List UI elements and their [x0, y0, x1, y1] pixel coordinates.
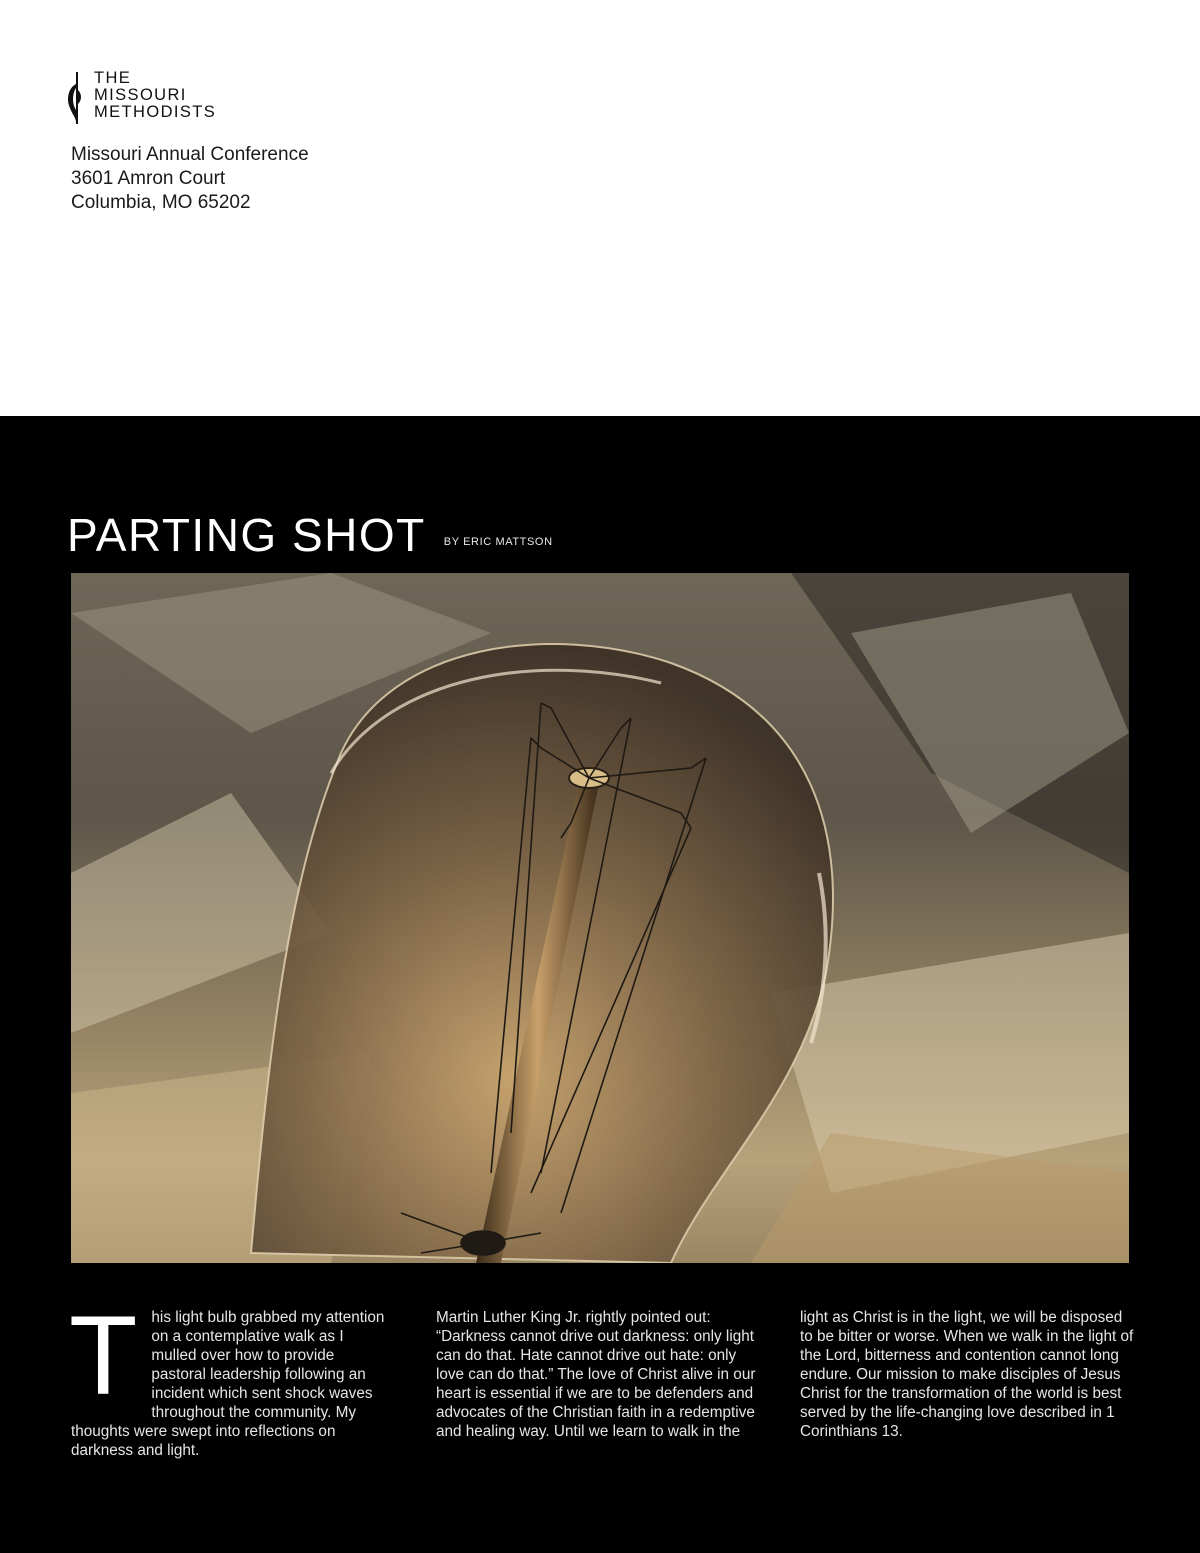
drop-cap: T	[69, 1293, 138, 1418]
mailing-panel	[0, 0, 1200, 416]
column-3-text: light as Christ is in the light, we will be disposed to be bitter or worse. When we walk in the light of the Lord, bitterness and contention cannot long endure. Our mission to make disciples of Jesus Christ for the transformation of the world is best served by the life-changing love described in 1 Corinthians 13.	[800, 1309, 1134, 1440]
light-bulb-illustration	[71, 573, 1129, 1263]
logo	[66, 70, 216, 126]
article-title: PARTING SHOT	[67, 509, 426, 561]
cross-and-flame-icon	[66, 70, 88, 126]
column-2-text: Martin Luther King Jr. rightly pointed out: “Darkness cannot drive out darkness: only light can do that. Hate cannot drive out hate: only love can do that.” The love of Christ alive in our heart is essential if we are to be defenders and advocates of the Christian faith in a redemptive and healing way. Until we learn to walk in the	[436, 1309, 756, 1440]
logo-line-3: METHODISTS	[94, 103, 217, 121]
article-header	[67, 508, 553, 562]
logo-line-1: THE	[94, 69, 132, 87]
address-line-3: Columbia, MO 65202	[71, 192, 251, 213]
article-column-3	[800, 1308, 1135, 1441]
column-1-text: his light bulb grabbed my attention on a contemplative walk as I mulled over how to provide pastoral leadership following an incident which sent shock waves throughout the community. My thoughts were swept into reflections on darkness and light.	[71, 1309, 385, 1459]
address-line-2: 3601 Amron Court	[71, 168, 226, 189]
address-line-1: Missouri Annual Conference	[71, 144, 309, 165]
return-address	[71, 143, 309, 215]
logo-wordmark	[94, 70, 216, 121]
logo-line-2: MISSOURI	[94, 86, 187, 104]
article-byline: BY ERIC MATTSON	[443, 536, 553, 548]
article-column-2	[436, 1308, 758, 1441]
article-column-1	[69, 1293, 389, 1460]
light-bulb-photo	[71, 573, 1129, 1263]
